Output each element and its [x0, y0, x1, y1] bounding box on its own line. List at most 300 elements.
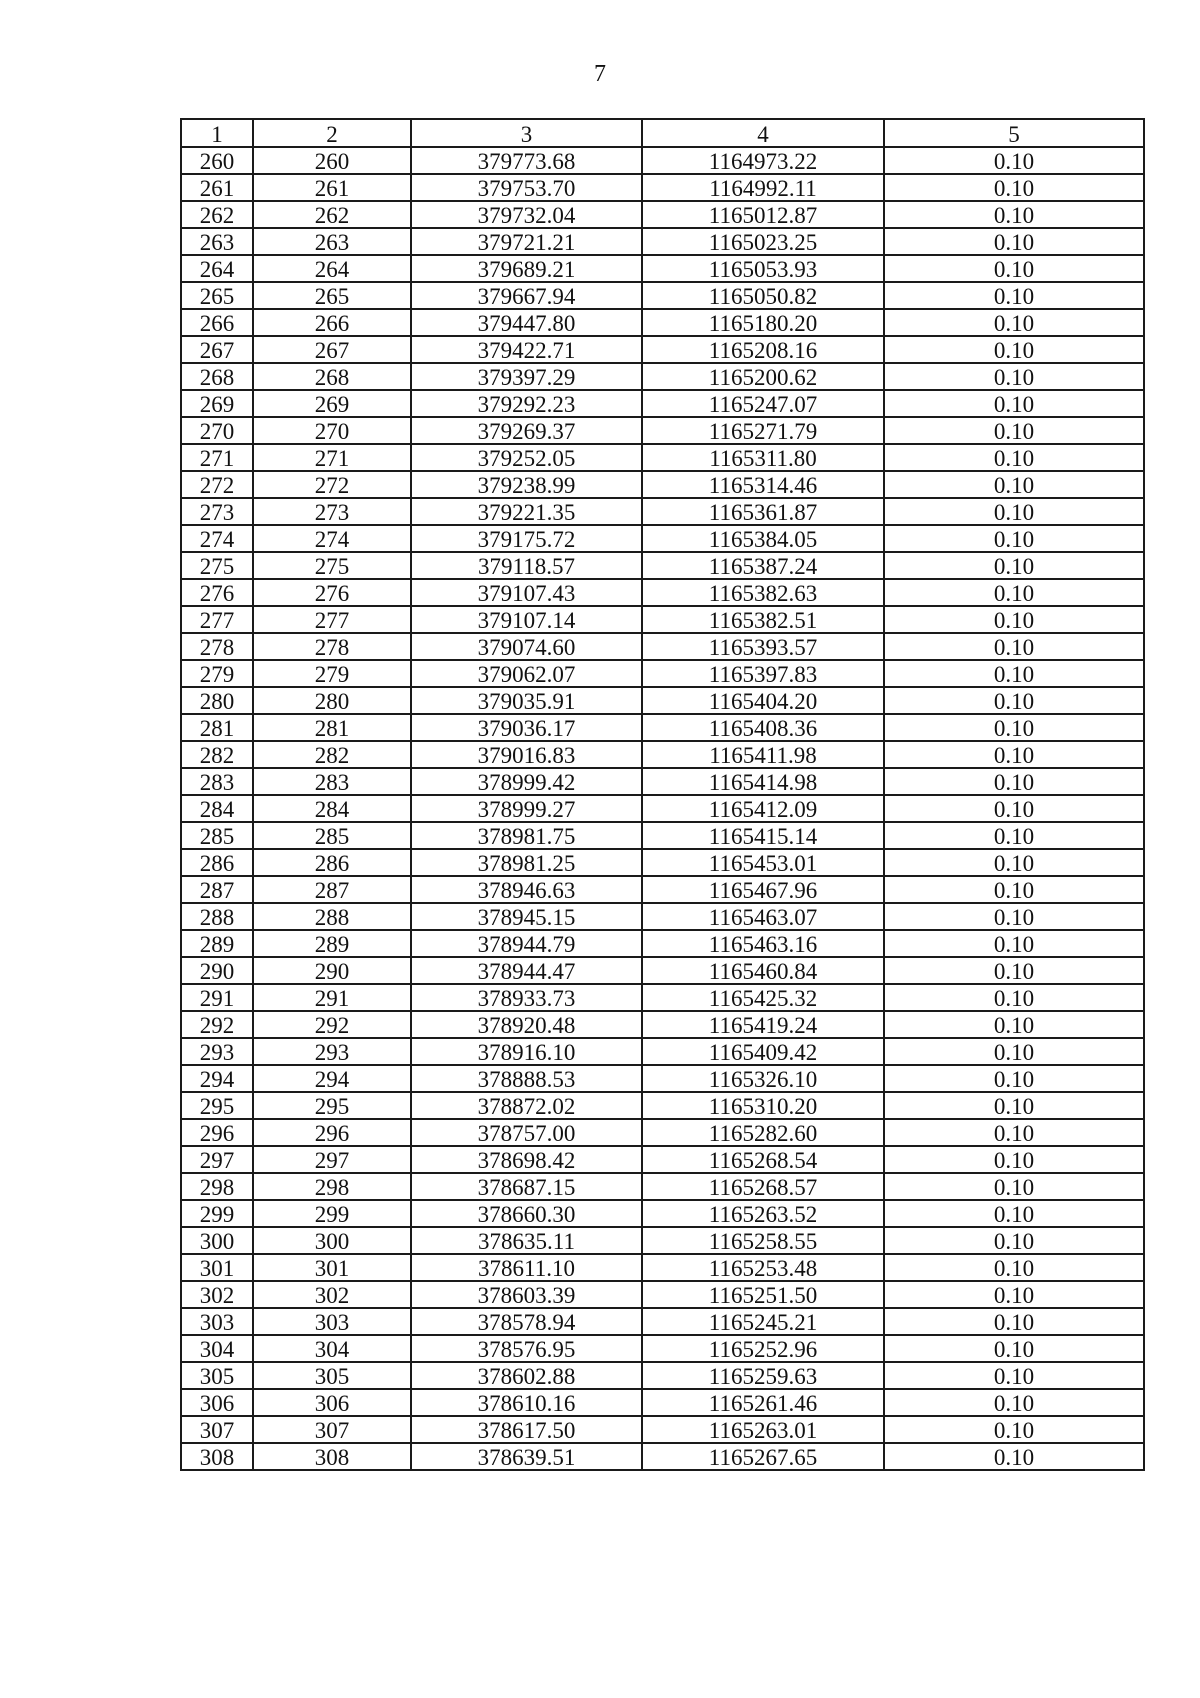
station-number-cell: 301	[253, 1254, 411, 1281]
table-row	[181, 1065, 1144, 1092]
y-coordinate-cell: 1165382.63	[642, 579, 884, 606]
x-coordinate-cell: 379036.17	[411, 714, 642, 741]
y-coordinate-cell: 1165361.87	[642, 498, 884, 525]
table-row	[181, 228, 1144, 255]
accuracy-cell: 0.10	[884, 498, 1144, 525]
station-number-cell: 268	[253, 363, 411, 390]
point-number-cell: 300	[181, 1227, 253, 1254]
y-coordinate-cell: 1165311.80	[642, 444, 884, 471]
point-number-cell: 303	[181, 1308, 253, 1335]
y-coordinate-cell: 1165245.21	[642, 1308, 884, 1335]
y-coordinate-cell: 1165023.25	[642, 228, 884, 255]
accuracy-cell: 0.10	[884, 1146, 1144, 1173]
x-coordinate-cell: 379107.43	[411, 579, 642, 606]
accuracy-cell: 0.10	[884, 1173, 1144, 1200]
table-row	[181, 255, 1144, 282]
point-number-cell: 271	[181, 444, 253, 471]
station-number-cell: 290	[253, 957, 411, 984]
x-coordinate-cell: 378576.95	[411, 1335, 642, 1362]
accuracy-cell: 0.10	[884, 147, 1144, 174]
accuracy-cell: 0.10	[884, 471, 1144, 498]
point-number-cell: 266	[181, 309, 253, 336]
y-coordinate-cell: 1165258.55	[642, 1227, 884, 1254]
x-coordinate-cell: 379016.83	[411, 741, 642, 768]
station-number-cell: 263	[253, 228, 411, 255]
accuracy-cell: 0.10	[884, 687, 1144, 714]
point-number-cell: 292	[181, 1011, 253, 1038]
x-coordinate-cell: 378946.63	[411, 876, 642, 903]
table-row	[181, 606, 1144, 633]
y-coordinate-cell: 1165326.10	[642, 1065, 884, 1092]
station-number-cell: 304	[253, 1335, 411, 1362]
accuracy-cell: 0.10	[884, 795, 1144, 822]
table-row	[181, 444, 1144, 471]
accuracy-cell: 0.10	[884, 822, 1144, 849]
table-row	[181, 1173, 1144, 1200]
accuracy-cell: 0.10	[884, 363, 1144, 390]
table-row	[181, 984, 1144, 1011]
table-row	[181, 1308, 1144, 1335]
accuracy-cell: 0.10	[884, 390, 1144, 417]
table-row	[181, 1443, 1144, 1470]
x-coordinate-cell: 378639.51	[411, 1443, 642, 1470]
accuracy-cell: 0.10	[884, 1119, 1144, 1146]
point-number-cell: 269	[181, 390, 253, 417]
y-coordinate-cell: 1165414.98	[642, 768, 884, 795]
column-header-5: 5	[884, 119, 1144, 147]
point-number-cell: 268	[181, 363, 253, 390]
y-coordinate-cell: 1165261.46	[642, 1389, 884, 1416]
table-row	[181, 903, 1144, 930]
accuracy-cell: 0.10	[884, 930, 1144, 957]
column-header-1: 1	[181, 119, 253, 147]
point-number-cell: 294	[181, 1065, 253, 1092]
table-row	[181, 1200, 1144, 1227]
accuracy-cell: 0.10	[884, 552, 1144, 579]
y-coordinate-cell: 1165463.16	[642, 930, 884, 957]
point-number-cell: 273	[181, 498, 253, 525]
point-number-cell: 293	[181, 1038, 253, 1065]
x-coordinate-cell: 379447.80	[411, 309, 642, 336]
station-number-cell: 261	[253, 174, 411, 201]
table-header	[181, 119, 1144, 147]
table-body	[181, 147, 1144, 1470]
accuracy-cell: 0.10	[884, 1065, 1144, 1092]
x-coordinate-cell: 378687.15	[411, 1173, 642, 1200]
x-coordinate-cell: 379292.23	[411, 390, 642, 417]
table-row	[181, 1146, 1144, 1173]
point-number-cell: 272	[181, 471, 253, 498]
table-row	[181, 957, 1144, 984]
y-coordinate-cell: 1165453.01	[642, 849, 884, 876]
x-coordinate-cell: 378944.47	[411, 957, 642, 984]
accuracy-cell: 0.10	[884, 876, 1144, 903]
table-row	[181, 525, 1144, 552]
point-number-cell: 307	[181, 1416, 253, 1443]
x-coordinate-cell: 379269.37	[411, 417, 642, 444]
x-coordinate-cell: 379732.04	[411, 201, 642, 228]
accuracy-cell: 0.10	[884, 633, 1144, 660]
station-number-cell: 281	[253, 714, 411, 741]
table-row	[181, 1254, 1144, 1281]
station-number-cell: 270	[253, 417, 411, 444]
accuracy-cell: 0.10	[884, 1254, 1144, 1281]
y-coordinate-cell: 1165268.54	[642, 1146, 884, 1173]
x-coordinate-cell: 379118.57	[411, 552, 642, 579]
x-coordinate-cell: 378757.00	[411, 1119, 642, 1146]
point-number-cell: 287	[181, 876, 253, 903]
accuracy-cell: 0.10	[884, 525, 1144, 552]
x-coordinate-cell: 378578.94	[411, 1308, 642, 1335]
station-number-cell: 262	[253, 201, 411, 228]
x-coordinate-cell: 379221.35	[411, 498, 642, 525]
table-row	[181, 660, 1144, 687]
station-number-cell: 269	[253, 390, 411, 417]
point-number-cell: 304	[181, 1335, 253, 1362]
table-row	[181, 714, 1144, 741]
table-row	[181, 1092, 1144, 1119]
station-number-cell: 283	[253, 768, 411, 795]
table-row	[181, 1362, 1144, 1389]
point-number-cell: 291	[181, 984, 253, 1011]
x-coordinate-cell: 378602.88	[411, 1362, 642, 1389]
point-number-cell: 286	[181, 849, 253, 876]
accuracy-cell: 0.10	[884, 282, 1144, 309]
station-number-cell: 303	[253, 1308, 411, 1335]
accuracy-cell: 0.10	[884, 957, 1144, 984]
accuracy-cell: 0.10	[884, 768, 1144, 795]
y-coordinate-cell: 1165393.57	[642, 633, 884, 660]
accuracy-cell: 0.10	[884, 1443, 1144, 1470]
column-header-3: 3	[411, 119, 642, 147]
y-coordinate-cell: 1165050.82	[642, 282, 884, 309]
y-coordinate-cell: 1165310.20	[642, 1092, 884, 1119]
station-number-cell: 285	[253, 822, 411, 849]
x-coordinate-cell: 379667.94	[411, 282, 642, 309]
accuracy-cell: 0.10	[884, 903, 1144, 930]
point-number-cell: 299	[181, 1200, 253, 1227]
accuracy-cell: 0.10	[884, 1200, 1144, 1227]
x-coordinate-cell: 379753.70	[411, 174, 642, 201]
y-coordinate-cell: 1165467.96	[642, 876, 884, 903]
x-coordinate-cell: 379238.99	[411, 471, 642, 498]
point-number-cell: 280	[181, 687, 253, 714]
accuracy-cell: 0.10	[884, 201, 1144, 228]
accuracy-cell: 0.10	[884, 741, 1144, 768]
y-coordinate-cell: 1165268.57	[642, 1173, 884, 1200]
y-coordinate-cell: 1165180.20	[642, 309, 884, 336]
y-coordinate-cell: 1165384.05	[642, 525, 884, 552]
station-number-cell: 300	[253, 1227, 411, 1254]
table-row	[181, 741, 1144, 768]
accuracy-cell: 0.10	[884, 1308, 1144, 1335]
station-number-cell: 308	[253, 1443, 411, 1470]
point-number-cell: 282	[181, 741, 253, 768]
x-coordinate-cell: 378660.30	[411, 1200, 642, 1227]
y-coordinate-cell: 1165282.60	[642, 1119, 884, 1146]
y-coordinate-cell: 1165404.20	[642, 687, 884, 714]
table-row	[181, 795, 1144, 822]
x-coordinate-cell: 378981.75	[411, 822, 642, 849]
point-number-cell: 278	[181, 633, 253, 660]
station-number-cell: 292	[253, 1011, 411, 1038]
table-row	[181, 417, 1144, 444]
accuracy-cell: 0.10	[884, 849, 1144, 876]
point-number-cell: 274	[181, 525, 253, 552]
table-row	[181, 201, 1144, 228]
x-coordinate-cell: 378888.53	[411, 1065, 642, 1092]
station-number-cell: 274	[253, 525, 411, 552]
station-number-cell: 288	[253, 903, 411, 930]
point-number-cell: 267	[181, 336, 253, 363]
table-row	[181, 579, 1144, 606]
station-number-cell: 286	[253, 849, 411, 876]
y-coordinate-cell: 1165247.07	[642, 390, 884, 417]
point-number-cell: 296	[181, 1119, 253, 1146]
y-coordinate-cell: 1165412.09	[642, 795, 884, 822]
station-number-cell: 267	[253, 336, 411, 363]
accuracy-cell: 0.10	[884, 228, 1144, 255]
accuracy-cell: 0.10	[884, 1092, 1144, 1119]
x-coordinate-cell: 378617.50	[411, 1416, 642, 1443]
x-coordinate-cell: 379773.68	[411, 147, 642, 174]
table-row	[181, 309, 1144, 336]
x-coordinate-cell: 379074.60	[411, 633, 642, 660]
accuracy-cell: 0.10	[884, 174, 1144, 201]
point-number-cell: 295	[181, 1092, 253, 1119]
station-number-cell: 291	[253, 984, 411, 1011]
header-row	[181, 119, 1144, 147]
table-row	[181, 390, 1144, 417]
x-coordinate-cell: 379689.21	[411, 255, 642, 282]
table-row	[181, 1227, 1144, 1254]
x-coordinate-cell: 378611.10	[411, 1254, 642, 1281]
x-coordinate-cell: 378916.10	[411, 1038, 642, 1065]
x-coordinate-cell: 378933.73	[411, 984, 642, 1011]
y-coordinate-cell: 1165415.14	[642, 822, 884, 849]
station-number-cell: 271	[253, 444, 411, 471]
column-header-4: 4	[642, 119, 884, 147]
point-number-cell: 308	[181, 1443, 253, 1470]
page-number: 7	[594, 61, 606, 87]
y-coordinate-cell: 1165419.24	[642, 1011, 884, 1038]
station-number-cell: 280	[253, 687, 411, 714]
station-number-cell: 272	[253, 471, 411, 498]
y-coordinate-cell: 1165012.87	[642, 201, 884, 228]
table-row	[181, 1281, 1144, 1308]
point-number-cell: 288	[181, 903, 253, 930]
accuracy-cell: 0.10	[884, 1362, 1144, 1389]
x-coordinate-cell: 378999.27	[411, 795, 642, 822]
table-row	[181, 147, 1144, 174]
station-number-cell: 293	[253, 1038, 411, 1065]
table-row	[181, 363, 1144, 390]
point-number-cell: 270	[181, 417, 253, 444]
y-coordinate-cell: 1165267.65	[642, 1443, 884, 1470]
y-coordinate-cell: 1165409.42	[642, 1038, 884, 1065]
x-coordinate-cell: 379397.29	[411, 363, 642, 390]
station-number-cell: 296	[253, 1119, 411, 1146]
point-number-cell: 284	[181, 795, 253, 822]
station-number-cell: 277	[253, 606, 411, 633]
y-coordinate-cell: 1165263.52	[642, 1200, 884, 1227]
table-row	[181, 849, 1144, 876]
y-coordinate-cell: 1165252.96	[642, 1335, 884, 1362]
station-number-cell: 273	[253, 498, 411, 525]
x-coordinate-cell: 378610.16	[411, 1389, 642, 1416]
station-number-cell: 302	[253, 1281, 411, 1308]
point-number-cell: 261	[181, 174, 253, 201]
table-row	[181, 1389, 1144, 1416]
x-coordinate-cell: 379721.21	[411, 228, 642, 255]
station-number-cell: 295	[253, 1092, 411, 1119]
accuracy-cell: 0.10	[884, 1038, 1144, 1065]
y-coordinate-cell: 1165263.01	[642, 1416, 884, 1443]
x-coordinate-cell: 378999.42	[411, 768, 642, 795]
x-coordinate-cell: 379175.72	[411, 525, 642, 552]
x-coordinate-cell: 378872.02	[411, 1092, 642, 1119]
x-coordinate-cell: 379107.14	[411, 606, 642, 633]
table-row	[181, 633, 1144, 660]
y-coordinate-cell: 1165382.51	[642, 606, 884, 633]
point-number-cell: 297	[181, 1146, 253, 1173]
y-coordinate-cell: 1165208.16	[642, 336, 884, 363]
table-row	[181, 336, 1144, 363]
accuracy-cell: 0.10	[884, 1227, 1144, 1254]
y-coordinate-cell: 1165425.32	[642, 984, 884, 1011]
table-row	[181, 174, 1144, 201]
point-number-cell: 283	[181, 768, 253, 795]
table-row	[181, 1038, 1144, 1065]
table-row	[181, 1335, 1144, 1362]
point-number-cell: 263	[181, 228, 253, 255]
station-number-cell: 298	[253, 1173, 411, 1200]
y-coordinate-cell: 1165411.98	[642, 741, 884, 768]
y-coordinate-cell: 1164973.22	[642, 147, 884, 174]
point-number-cell: 306	[181, 1389, 253, 1416]
accuracy-cell: 0.10	[884, 1011, 1144, 1038]
point-number-cell: 301	[181, 1254, 253, 1281]
y-coordinate-cell: 1165053.93	[642, 255, 884, 282]
accuracy-cell: 0.10	[884, 660, 1144, 687]
y-coordinate-cell: 1165259.63	[642, 1362, 884, 1389]
station-number-cell: 266	[253, 309, 411, 336]
station-number-cell: 299	[253, 1200, 411, 1227]
accuracy-cell: 0.10	[884, 417, 1144, 444]
x-coordinate-cell: 378603.39	[411, 1281, 642, 1308]
x-coordinate-cell: 378920.48	[411, 1011, 642, 1038]
accuracy-cell: 0.10	[884, 255, 1144, 282]
y-coordinate-cell: 1165408.36	[642, 714, 884, 741]
station-number-cell: 276	[253, 579, 411, 606]
point-number-cell: 279	[181, 660, 253, 687]
point-number-cell: 262	[181, 201, 253, 228]
y-coordinate-cell: 1165253.48	[642, 1254, 884, 1281]
y-coordinate-cell: 1165387.24	[642, 552, 884, 579]
y-coordinate-cell: 1165460.84	[642, 957, 884, 984]
table-row	[181, 687, 1144, 714]
point-number-cell: 290	[181, 957, 253, 984]
accuracy-cell: 0.10	[884, 714, 1144, 741]
column-header-2: 2	[253, 119, 411, 147]
accuracy-cell: 0.10	[884, 984, 1144, 1011]
x-coordinate-cell: 378698.42	[411, 1146, 642, 1173]
point-number-cell: 302	[181, 1281, 253, 1308]
point-number-cell: 277	[181, 606, 253, 633]
point-number-cell: 298	[181, 1173, 253, 1200]
table-row	[181, 471, 1144, 498]
x-coordinate-cell: 379035.91	[411, 687, 642, 714]
accuracy-cell: 0.10	[884, 336, 1144, 363]
accuracy-cell: 0.10	[884, 1281, 1144, 1308]
x-coordinate-cell: 379422.71	[411, 336, 642, 363]
station-number-cell: 305	[253, 1362, 411, 1389]
station-number-cell: 289	[253, 930, 411, 957]
station-number-cell: 278	[253, 633, 411, 660]
station-number-cell: 282	[253, 741, 411, 768]
table-row	[181, 1416, 1144, 1443]
accuracy-cell: 0.10	[884, 606, 1144, 633]
y-coordinate-cell: 1164992.11	[642, 174, 884, 201]
station-number-cell: 297	[253, 1146, 411, 1173]
accuracy-cell: 0.10	[884, 579, 1144, 606]
point-number-cell: 265	[181, 282, 253, 309]
table-row	[181, 282, 1144, 309]
x-coordinate-cell: 379252.05	[411, 444, 642, 471]
x-coordinate-cell: 378635.11	[411, 1227, 642, 1254]
station-number-cell: 307	[253, 1416, 411, 1443]
station-number-cell: 306	[253, 1389, 411, 1416]
station-number-cell: 260	[253, 147, 411, 174]
y-coordinate-cell: 1165271.79	[642, 417, 884, 444]
table-row	[181, 552, 1144, 579]
station-number-cell: 265	[253, 282, 411, 309]
point-number-cell: 305	[181, 1362, 253, 1389]
point-number-cell: 281	[181, 714, 253, 741]
point-number-cell: 285	[181, 822, 253, 849]
station-number-cell: 284	[253, 795, 411, 822]
table-row	[181, 822, 1144, 849]
point-number-cell: 260	[181, 147, 253, 174]
accuracy-cell: 0.10	[884, 1389, 1144, 1416]
y-coordinate-cell: 1165314.46	[642, 471, 884, 498]
accuracy-cell: 0.10	[884, 1416, 1144, 1443]
y-coordinate-cell: 1165251.50	[642, 1281, 884, 1308]
table-row	[181, 876, 1144, 903]
table-row	[181, 498, 1144, 525]
accuracy-cell: 0.10	[884, 444, 1144, 471]
y-coordinate-cell: 1165397.83	[642, 660, 884, 687]
coordinates-table	[180, 118, 1145, 1471]
y-coordinate-cell: 1165463.07	[642, 903, 884, 930]
station-number-cell: 294	[253, 1065, 411, 1092]
station-number-cell: 275	[253, 552, 411, 579]
x-coordinate-cell: 378945.15	[411, 903, 642, 930]
table-row	[181, 1119, 1144, 1146]
point-number-cell: 275	[181, 552, 253, 579]
y-coordinate-cell: 1165200.62	[642, 363, 884, 390]
point-number-cell: 264	[181, 255, 253, 282]
accuracy-cell: 0.10	[884, 309, 1144, 336]
station-number-cell: 264	[253, 255, 411, 282]
table-row	[181, 930, 1144, 957]
station-number-cell: 279	[253, 660, 411, 687]
table-row	[181, 1011, 1144, 1038]
x-coordinate-cell: 378944.79	[411, 930, 642, 957]
x-coordinate-cell: 378981.25	[411, 849, 642, 876]
point-number-cell: 289	[181, 930, 253, 957]
point-number-cell: 276	[181, 579, 253, 606]
